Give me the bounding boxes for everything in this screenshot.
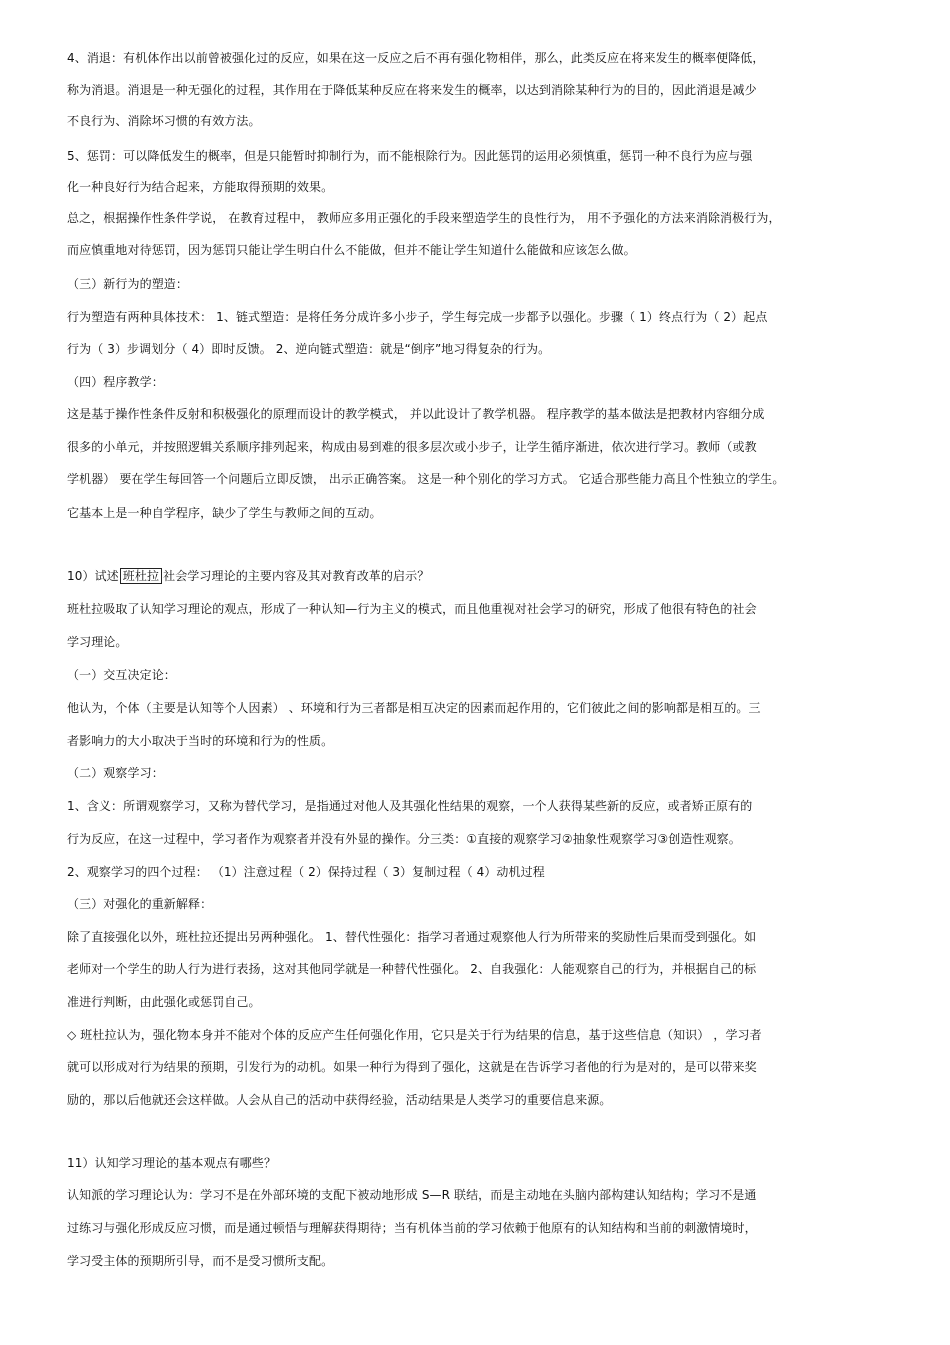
text-line: 2、观察学习的四个过程： （1）注意过程（ 2）保持过程（ 3）复制过程（ 4）动机过程 bbox=[67, 865, 545, 879]
text-line: 学机器） 要在学生每回答一个问题后立即反馈， 出示正确答案。 这是一种个别化的学习方式。 它适合那些能力高且个性独立的学生。 bbox=[67, 472, 785, 486]
boxed-term: 班杜拉 bbox=[120, 568, 162, 584]
question-suffix: 社会学习理论的主要内容及其对教育改革的启示？ bbox=[163, 569, 430, 583]
text-line: 过练习与强化形成反应习惯，而是通过顿悟与理解获得期待；当有机体当前的学习依赖于他原有的认知结构和当前的刺激情境时， bbox=[67, 1221, 757, 1235]
text-line: 老师对一个学生的助人行为进行表扬，这对其他同学就是一种替代性强化。 2、自我强化：人能观察自己的行为，并根据自己的标 bbox=[67, 962, 757, 976]
section-heading: （二）观察学习： bbox=[67, 766, 164, 780]
text-line: 行为塑造有两种具体技术： 1、链式塑造：是将任务分成许多小步子，学生每完成一步都予以强化。步骤（ 1）终点行为（ 2）起点 bbox=[67, 310, 768, 324]
text-line: 励的，那以后他就还会这样做。人会从自己的活动中获得经验，活动结果是人类学习的重要信息来源。 bbox=[67, 1093, 612, 1107]
text-line: 称为消退。消退是一种无强化的过程，其作用在于降低某种反应在将来发生的概率，以达到消除某种行为的目的，因此消退是减少 bbox=[67, 83, 757, 97]
section-heading: （四）程序教学： bbox=[67, 375, 164, 389]
question-prefix: 10）试述 bbox=[67, 569, 119, 583]
text-line: 除了直接强化以外，班杜拉还提出另两种强化。 1、替代性强化：指学习者通过观察他人行为所带来的奖励性后果而受到强化。如 bbox=[67, 930, 757, 944]
text-line: 很多的小单元，并按照逻辑关系顺序排列起来，构成由易到难的很多层次或小步子，让学生循序渐进，依次进行学习。教师（或教 bbox=[67, 440, 757, 454]
text-line: 1、含义：所谓观察学习，又称为替代学习，是指通过对他人及其强化性结果的观察，一个人获得某些新的反应，或者矫正原有的 bbox=[67, 799, 753, 813]
section-heading: （三）新行为的塑造： bbox=[67, 277, 189, 291]
section-heading: （一）交互决定论： bbox=[67, 668, 176, 682]
text-line: 不良行为、消除坏习惯的有效方法。 bbox=[67, 114, 261, 128]
text-line: ◇ 班杜拉认为，强化物本身并不能对个体的反应产生任何强化作用，它只是关于行为结果的信息，基于这些信息（知识） ，学习者 bbox=[67, 1028, 762, 1042]
text-line: 班杜拉吸取了认知学习理论的观点，形成了一种认知—行为主义的模式，而且他重视对社会学习的研究，形成了他很有特色的社会 bbox=[67, 602, 757, 616]
text-line: 4、消退：有机体作出以前曾被强化过的反应，如果在这一反应之后不再有强化物相伴，那么，此类反应在将来发生的概率便降低， bbox=[67, 51, 765, 65]
text-line: 而应慎重地对待惩罚，因为惩罚只能让学生明白什么不能做，但并不能让学生知道什么能做和应该怎么做。 bbox=[67, 243, 636, 257]
text-line: 5、惩罚：可以降低发生的概率，但是只能暂时抑制行为，而不能根除行为。因此惩罚的运用必须慎重，惩罚一种不良行为应与强 bbox=[67, 149, 753, 163]
question-heading: 11）认知学习理论的基本观点有哪些？ bbox=[67, 1156, 277, 1170]
text-line: 准进行判断，由此强化或惩罚自己。 bbox=[67, 995, 261, 1009]
text-line: 行为反应，在这一过程中，学习者作为观察者并没有外显的操作。分三类：①直接的观察学习②抽象性观察学习③创造性观察。 bbox=[67, 832, 741, 846]
text-line: 行为（ 3）步调划分（ 4）即时反馈。 2、逆向链式塑造：就是“倒序”地习得复杂的行为。 bbox=[67, 342, 551, 356]
text-line: 化一种良好行为结合起来，方能取得预期的效果。 bbox=[67, 180, 334, 194]
text-line: 总之，根据操作性条件学说， 在教育过程中， 教师应多用正强化的手段来塑造学生的良性行为， 用不予强化的方法来消除消极行为， bbox=[67, 211, 781, 225]
text-line: 学习受主体的预期所引导，而不是受习惯所支配。 bbox=[67, 1254, 334, 1268]
text-line: 他认为，个体（主要是认知等个人因素） 、环境和行为三者都是相互决定的因素而起作用的，它们彼此之间的影响都是相互的。三 bbox=[67, 701, 761, 715]
section-heading: （三）对强化的重新解释： bbox=[67, 897, 213, 911]
text-line: 这是基于操作性条件反射和积极强化的原理而设计的教学模式， 并以此设计了教学机器。 程序教学的基本做法是把教材内容细分成 bbox=[67, 407, 765, 421]
text-line: 就可以形成对行为结果的预期，引发行为的动机。如果一种行为得到了强化，这就是在告诉学习者他的行为是对的，是可以带来奖 bbox=[67, 1060, 757, 1074]
text-line: 认知派的学习理论认为：学习不是在外部环境的支配下被动地形成 S—R 联结，而是主动地在头脑内部构建认知结构；学习不是通 bbox=[67, 1188, 757, 1202]
text-line: 它基本上是一种自学程序，缺少了学生与教师之间的互动。 bbox=[67, 506, 382, 520]
text-line: 学习理论。 bbox=[67, 635, 128, 649]
text-line: 者影响力的大小取决于当时的环境和行为的性质。 bbox=[67, 734, 334, 748]
question-heading bbox=[67, 568, 429, 584]
